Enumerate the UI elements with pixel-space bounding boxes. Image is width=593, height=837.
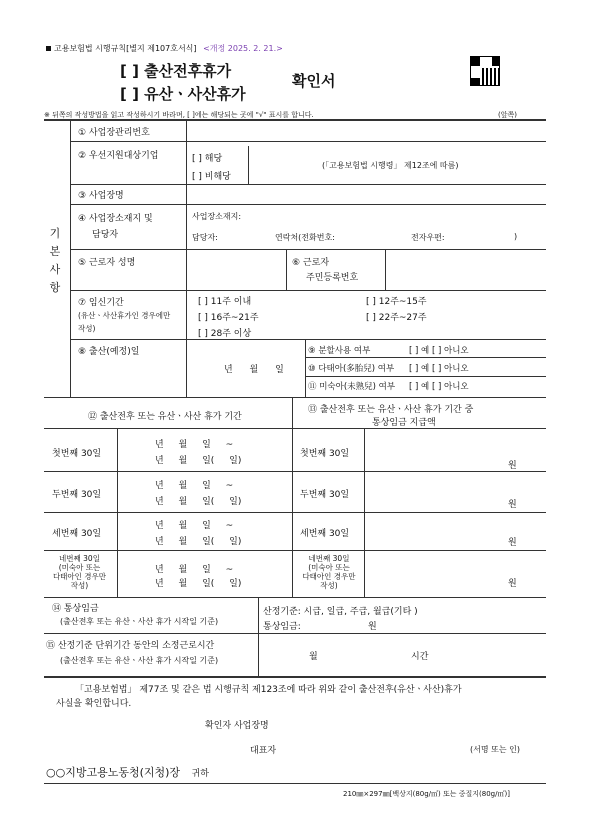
premature-label: ⑪ 미숙아(未熟兒) 여부 [308,382,396,392]
row-line [44,633,546,634]
confirmer-company[interactable]: 확인자 사업장명 [205,721,269,731]
split-use-label: ⑨ 분할사용 여부 [308,346,371,356]
row-line [44,471,546,472]
col-line [364,429,365,598]
work-hours-note: (출산전후 또는 유산ㆍ사산 휴가 시작일 기준) [60,656,219,665]
manager-field[interactable]: 담당자: [192,233,218,242]
leave-row-3-end[interactable]: 년 월 일( 일) [155,537,242,547]
leave-period-header: ⑫ 출산전후 또는 유산ㆍ사산 휴가 기간 [88,412,242,422]
address-field[interactable]: 사업장소재지: [192,212,242,221]
contact-close: ) [514,232,518,241]
worker-id-label-2: 주민등록번호 [306,273,359,283]
ordinary-wage-label: ⑭ 통상임금 [52,604,99,614]
col-line [305,340,306,397]
leave-row-2-end[interactable]: 년 월 일( 일) [155,497,242,507]
address-label-2: 담당자 [92,230,119,240]
pregnancy-12-15w-checkbox[interactable]: [ ] 12주~15주 [366,297,427,307]
leave-row-1-end[interactable]: 년 월 일( 일) [155,456,242,466]
pay-row-4-won[interactable]: 원 [508,579,517,589]
form-title-suffix: 확인서 [292,72,336,90]
leave-pay-header-2: 통상임금 지급액 [372,418,436,428]
worker-id-label-1: ⑥ 근로자 [292,258,330,268]
multiple-birth-label: ⑩ 다태아(多胎兒) 여부 [308,364,395,374]
worker-id-field[interactable] [389,252,541,287]
row-line [305,376,546,377]
section-divider [70,120,71,398]
pay-row-1-won[interactable]: 원 [508,461,517,471]
paper-spec: 210㎜×297㎜[백상지(80g/㎡) 또는 중질지(80g/㎡)] [343,790,510,798]
label-divider [186,120,187,398]
form-title-line1: [ ] 출산전후휴가 [120,62,232,80]
pay-row-2-won[interactable]: 원 [508,500,517,510]
ordinary-wage-won: 원 [368,622,377,632]
row-line [44,597,546,598]
pregnancy-period-note-2: 작성) [78,324,96,333]
row-line [70,339,546,340]
confirmation-statement-1: 「고용보험법」 제77조 및 같은 법 시행규칙 제123조에 따라 위와 같이 출산전후(유산ㆍ사산)휴가 [75,685,462,695]
phone-field[interactable]: 연락처(전화번호: [275,233,335,242]
pregnancy-28w-checkbox[interactable]: [ ] 28주 이상 [198,329,252,339]
col-line [258,598,259,677]
email-field[interactable]: 전자우편: [411,233,445,242]
confirmation-statement-2: 사실을 확인합니다. [56,699,132,709]
qr-code-icon [470,56,500,86]
split-use-options[interactable]: [ ] 예 [ ] 아니오 [409,346,469,356]
row-line [70,204,546,205]
leave-row-4-start[interactable]: 년 월 일 ~ [155,565,234,575]
pregnancy-11w-checkbox[interactable]: [ ] 11주 이내 [198,297,252,307]
col-line [248,146,249,184]
due-date-field[interactable]: 년 월 일 [224,365,284,375]
col-line [286,250,287,290]
col-line [385,250,386,290]
revision-date: <개정 2025. 2. 21.> [203,44,283,53]
pregnancy-22-27w-checkbox[interactable]: [ ] 22주~27주 [366,313,427,323]
addressee-office: ○○지방고용노동청(지청)장 [46,766,181,779]
worker-name-label: ⑤ 근로자 성명 [78,258,136,268]
pay-row-4-sub3: 작성) [320,581,338,590]
law-reference: 고용보험법 시행규칙[별지 제107호서식] <개정 2025. 2. 21.> [46,43,283,54]
bullet-square-icon [46,46,51,51]
priority-no-checkbox[interactable]: [ ] 비해당 [192,172,231,182]
pay-row-3-won[interactable]: 원 [508,538,517,548]
leave-row-4-title: 네번째 30일 [59,554,100,563]
row-line [44,428,546,429]
business-id-field[interactable] [190,122,540,138]
pregnancy-period-label: ⑦ 임신기간 [78,298,124,308]
form-title-line2: [ ] 유산ㆍ사산휴가 [120,85,246,103]
pay-row-4-label [300,554,358,590]
row-line [70,249,546,250]
priority-yes-checkbox[interactable]: [ ] 해당 [192,154,223,164]
due-date-label: ⑧ 출산(예정)일 [78,347,140,357]
worker-name-field[interactable] [190,252,282,287]
leave-pay-header-1: ⑬ 출산전후 또는 유산ㆍ사산 휴가 기간 중 [308,405,474,415]
leave-row-2-label: 두번째 30일 [52,490,102,500]
pay-row-1-label: 첫번째 30일 [300,449,350,459]
representative-field[interactable]: 대표자 [250,746,277,756]
leave-row-4-label [52,554,107,590]
pay-row-4-sub2: 다태아인 경우만 [302,572,356,581]
work-hours-label: ⑮ 산정기준 단위기간 동안의 소정근로시간 [46,641,215,651]
addressee [46,764,209,780]
leave-row-3-start[interactable]: 년 월 일 ~ [155,521,234,531]
leave-row-4-end[interactable]: 년 월 일( 일) [155,579,242,589]
pay-row-3-label: 세번째 30일 [300,529,350,539]
row-line [70,141,546,142]
pay-row-4-title: 네번째 30일 [308,554,350,563]
row-line [44,676,546,678]
row-line [44,783,546,784]
row-line [44,512,546,513]
pregnancy-period-note: (유산ㆍ사산휴가인 경우에만 [78,311,171,320]
ordinary-wage-field[interactable]: 통상임금: [263,622,301,632]
priority-company-label: ② 우선지원대상기업 [78,151,159,161]
leave-row-4-sub1: (미숙아 또는 [58,563,101,572]
row-line [305,357,546,358]
premature-options[interactable]: [ ] 예 [ ] 아니오 [409,382,469,392]
leave-row-2-start[interactable]: 년 월 일 ~ [155,481,234,491]
leave-row-1-label: 첫번째 30일 [52,449,102,459]
company-name-label: ③ 사업장명 [78,191,124,201]
table-top-border [44,119,546,121]
multiple-birth-options[interactable]: [ ] 예 [ ] 아니오 [409,364,469,374]
work-hours-hours[interactable]: 시간 [411,652,429,662]
wage-basis-field[interactable]: 산정기준: 시급, 일급, 주급, 월급(기타 ) [263,607,418,617]
company-name-field[interactable] [190,186,540,202]
row-line [44,550,546,551]
leave-row-1-start[interactable]: 년 월 일 ~ [155,440,234,450]
business-id-label: ① 사업장관리번호 [78,128,150,138]
basic-info-section-label: 기 본 사 항 [49,227,61,294]
address-label-1: ④ 사업장소재지 및 [78,214,153,224]
row-line [70,290,546,291]
ordinary-wage-note: (출산전후 또는 유산ㆍ사산 휴가 시작일 기준) [60,617,219,626]
pay-row-4-sub1: (미숙아 또는 [308,563,350,572]
signature-field[interactable]: (서명 또는 인) [470,745,520,754]
addressee-honorific: 귀하 [191,769,209,779]
work-hours-month[interactable]: 월 [309,652,318,662]
row-line [44,397,546,398]
pregnancy-16-21w-checkbox[interactable]: [ ] 16주~21주 [198,313,259,323]
instruction-text: ※ 뒤쪽의 작성방법을 읽고 작성하시기 바라며, [ ]에는 해당되는 곳에 "√" 표시를 합니다. [44,111,314,119]
row-line [70,184,546,185]
priority-note: (「고용보험법 시행령」 제12조에 따름) [322,161,459,170]
pay-row-2-label: 두번째 30일 [300,490,350,500]
leave-row-4-sub3: 작성) [70,581,89,590]
page-side: (앞쪽) [498,111,517,119]
leave-row-3-label: 세번째 30일 [52,529,102,539]
leave-row-4-sub2: 다태아인 경우만 [52,572,107,581]
col-line [117,429,118,598]
